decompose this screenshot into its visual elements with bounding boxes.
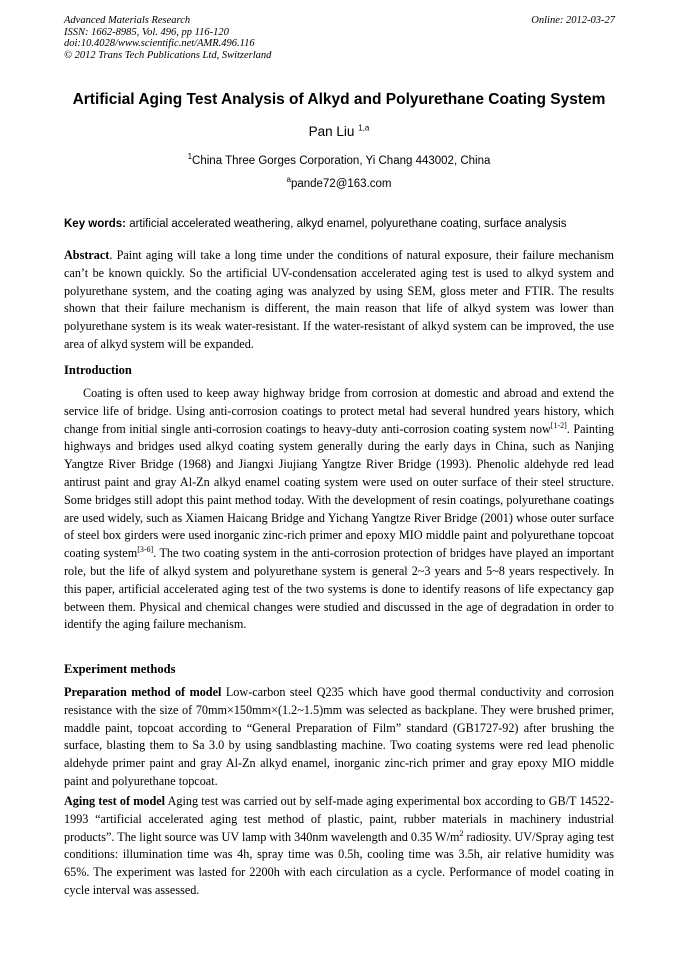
journal-name: Advanced Materials Research [64,15,191,26]
unit-superscript: 2 [459,828,464,838]
affiliation-text: China Three Gorges Corporation, Yi Chang 443002, China [192,155,491,167]
keywords [64,218,624,230]
intro-text-1: Coating is often used to keep away highway bridge from corrosion at domestic and abroad and extend the service life of bridge. Using anti-corrosion coatings to protect metal had several hundred years history, which change from initial single anti-corrosion coatings to heavy-duty anti-corrosion coating system now [64,386,614,436]
email-text: pande72@163.com [290,178,392,190]
abstract-label: Abstract [64,248,110,262]
affiliation-superscript: 1 [187,152,193,162]
paper-title: Artificial Aging Test Analysis of Alkyd and Polyurethane Coating System [72,91,606,108]
methods-heading: Experiment methods [64,662,176,676]
online-date: Online: 2012-03-27 [531,15,615,26]
author-name: Pan Liu [308,124,355,139]
intro-text-2: . Painting highways and bridges used alkyd coating system generally during the early days in China, such as Nanjing Yangtze River Bridge (1968) and Jiangxi Jiujiang Yangtze River Bridge (1993). Phenolic aldehyde red lead antirust paint and gray Al-Zn alkyd enamel coating system were used on outer surface of their steel structure. Some bridges still adopt this paint method today. With the development of resin coatings, polyurethane coatings are used widely, such as Xiamen Haicang Bridge and Yichang Yangtze River Bridge (2001) whose outer surface of steel box girders were used inorganic zinc-rich primer and epoxy MIO middle paint and polyurethane topcoat coating system [64,421,614,561]
aging-text-1: Aging test was carried out by self-made aging experimental box according to GB/T 14522-1993 “artificial accelerated aging test method of plastic, paint, rubber materials in machinery industrial products”. The light source was UV lamp with 340nm wavelength and 0.35 W/m [64,794,614,844]
keywords-label: Key words: [64,218,126,230]
journal-header [64,15,615,61]
issn-line: ISSN: 1662-8985, Vol. 496, pp 116-120 [64,26,229,38]
intro-text-3: . The two coating system in the anti-corrosion protection of bridges have played an important role, but the life of alkyd system and polyurethane system is general 2~3 years and 5~8 years respectively. In this paper, artificial accelerated aging test of the two systems is done to identify reasons of life expectancy gap between them. Physical and chemical changes were studied and discussed in the age of degradation in order to identify the aging failure mechanism. [64,546,615,632]
citation-ref: [1-2] [550,420,567,430]
email-superscript: a [286,175,291,185]
keywords-text: artificial accelerated weathering, alkyd enamel, polyurethane coating, surface analysis [129,218,567,230]
aging-text-2: radiosity. UV/Spray aging test conditions: illumination time was 4h, spray time was 0.5h, cooling time was 3.5h, air relative humidity was 65%. The experiment was lasted for 2200h with each circulation as a cycle. Performance of model coating in cycle interval was assessed. [64,829,614,897]
author-line [0,124,678,139]
affiliation [0,152,678,167]
citation-ref: [3-6] [137,545,154,555]
author-superscript: 1,a [358,123,370,133]
abstract-text: . Paint aging will take a long time under the conditions of natural exposure, their failure mechanism can’t be known quickly. So the artificial UV-condensation accelerated aging test is used to alkyd system and polyurethane system, and the coating aging was analyzed by using SEM, gloss meter and FTIR. The results shown that their failure mechanism is different, the main reason that life of alkyd system was lower than polyurethane system is its weak water-resistant. If the water-resistant of alkyd system can be improved, the use area of alkyd system will be expanded. [64,248,614,351]
introduction-heading: Introduction [64,363,132,377]
abstract [64,247,614,354]
copyright-line: © 2012 Trans Tech Publications Ltd, Switzerland [64,49,272,61]
author-email [0,175,678,190]
aging-paragraph [64,793,614,900]
preparation-text: Low-carbon steel Q235 which have good thermal conductivity and corrosion resistance with the size of 70mm×150mm×(1.2~1.5)mm was selected as backplane. They were brushed primer, maddle paint, topcoat according to “General Preparation of Film” standard (GB1727-92) after brushing the surface, blasting them to Sa 3.0 by using sandblasting machine. Two coating systems were red lead phenolic aldehyde primer paint and gray Al-Zn alkyd enamel, inorganic zinc-rich primer and gray epoxy MIO middle paint and polyurethane topcoat. [64,685,614,788]
preparation-label: Preparation method of model [64,685,222,699]
introduction-paragraph [64,385,614,634]
doi-line: doi:10.4028/www.scientific.net/AMR.496.116 [64,38,255,49]
aging-label: Aging test of model [64,794,166,808]
preparation-paragraph [64,684,614,791]
